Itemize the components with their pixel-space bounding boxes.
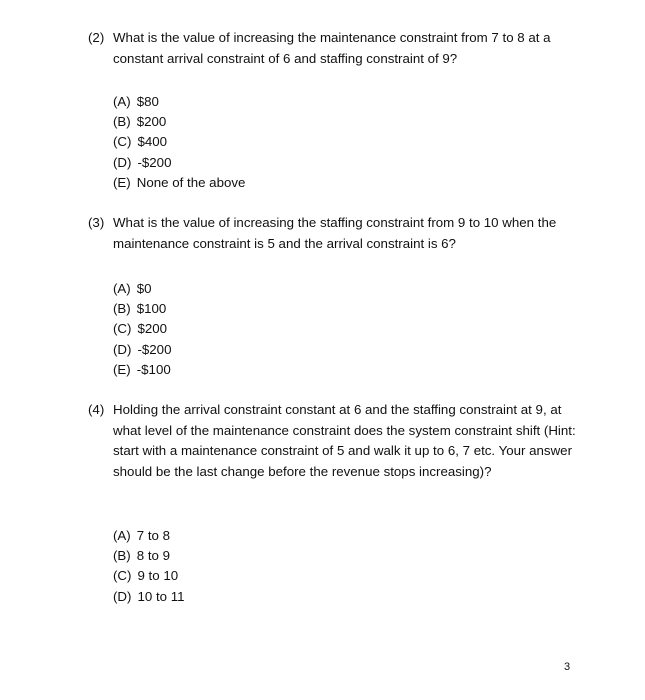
question-text: Holding the arrival constraint constant at 6 and the staffing constraint at 9, at what level of the maintenance constraint does the system constraint shift (Hint: start with a maintenance constraint of 5 and walk it up to 6, 7 etc. Your answer should be the last change before the revenue stops increasing)?	[113, 402, 576, 479]
option-a: (A) $0	[113, 281, 152, 296]
question-number: (2)	[88, 30, 105, 45]
option-a: (A) 7 to 8	[113, 528, 171, 543]
options-list	[113, 92, 245, 193]
question-number: (4)	[88, 402, 105, 417]
question-text: What is the value of increasing the maintenance constraint from 7 to 8 at a constant arrival constraint of 6 and staffing constraint of 9?	[113, 30, 551, 66]
option-a: (A) $80	[113, 94, 159, 109]
page-number: 3	[564, 661, 571, 673]
option-b: (B) 8 to 9	[113, 548, 171, 564]
option-c: (C) $200	[113, 321, 168, 337]
option-c: (C) $400	[113, 134, 168, 150]
option-e: (E) None of the above	[113, 174, 246, 190]
question-text: What is the value of increasing the staffing constraint from 9 to 10 when the maintenance constraint is 5 and the arrival constraint is 6?	[113, 215, 557, 251]
option-d: (D) 10 to 11	[113, 588, 185, 604]
option-c: (C) 9 to 10	[113, 568, 179, 584]
option-d: (D) -$200	[113, 154, 172, 170]
option-d: (D) -$200	[113, 341, 172, 357]
option-e: (E) -$100	[113, 361, 171, 377]
options-list	[113, 526, 185, 607]
option-b: (B) $200	[113, 114, 167, 130]
option-b: (B) $100	[113, 301, 167, 317]
options-list	[113, 279, 171, 380]
question-number: (3)	[88, 215, 105, 230]
